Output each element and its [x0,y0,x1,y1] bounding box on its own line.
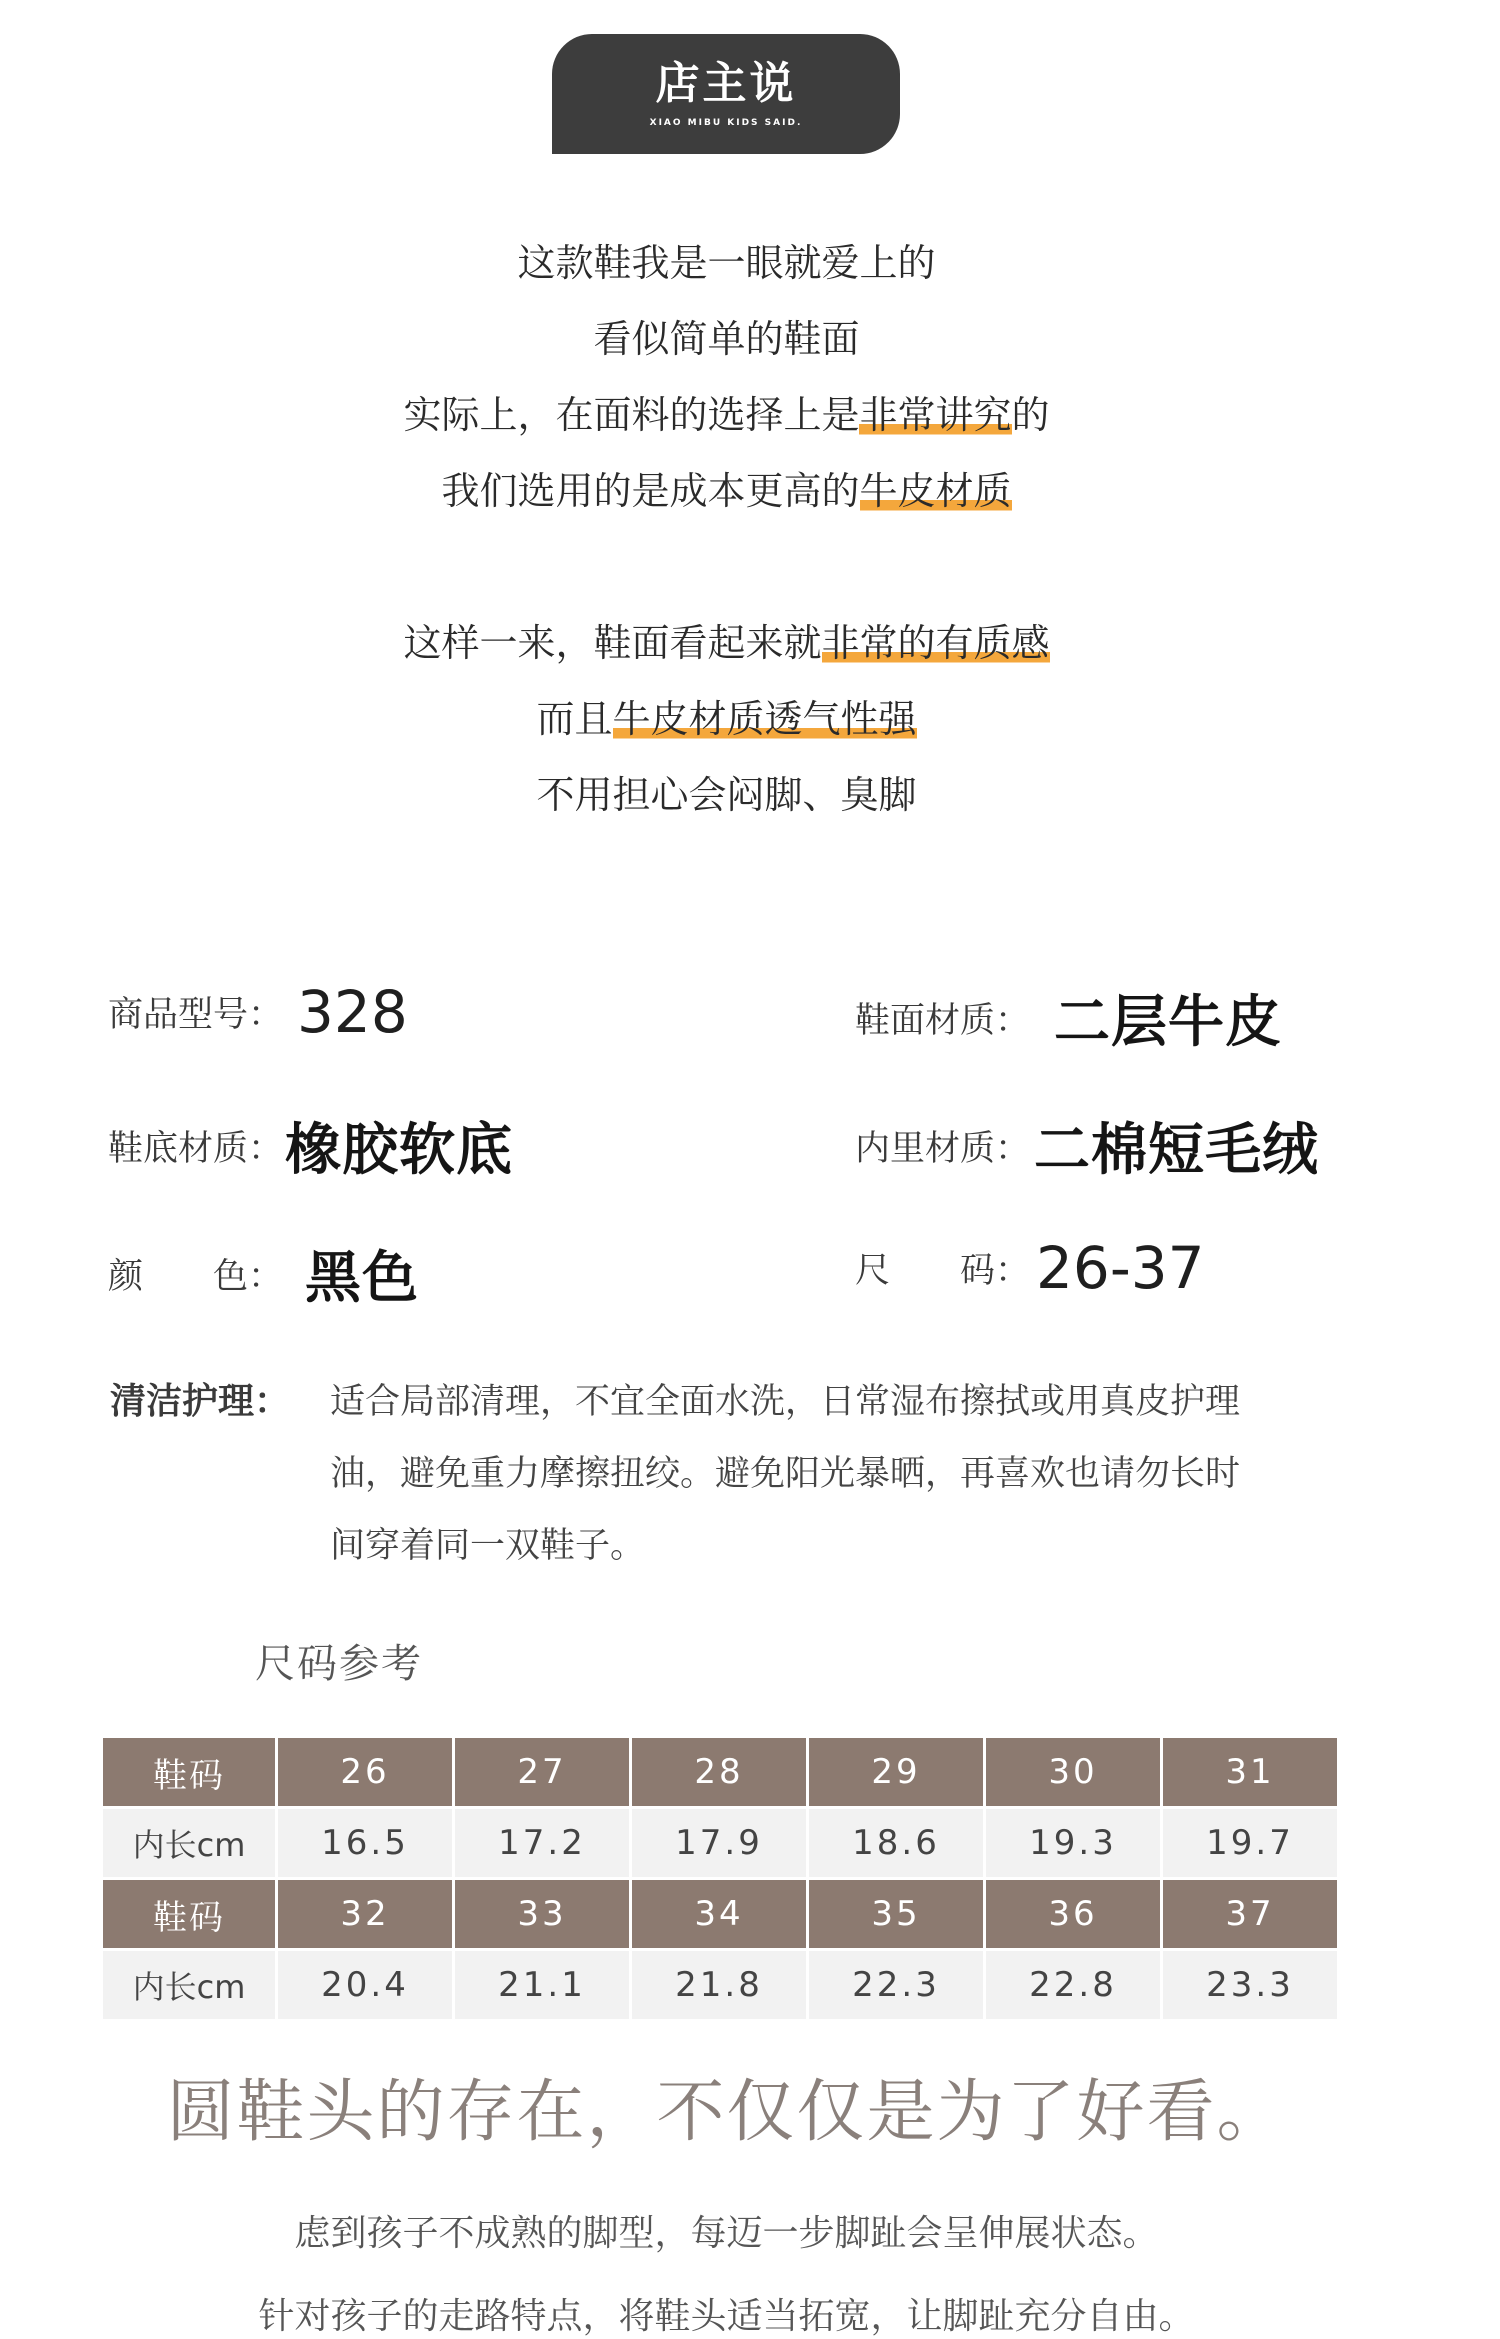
care-instructions [330,1380,1350,1596]
spec-value: 26-37 [1036,1234,1205,1302]
shop-owner-says-banner [552,34,900,154]
intro-line: 实际上，在面料的选择上是非常讲究的 [403,393,1050,437]
row-label: 鞋码 [103,1738,275,1806]
table-cell: 32 [278,1880,452,1948]
table-cell: 26 [278,1738,452,1806]
table-cell: 21.8 [632,1951,806,2019]
round-toe-text-line: 虑到孩子不成熟的脚型，每迈一步脚趾会呈伸展状态。 [294,2213,1159,2254]
table-cell: 17.2 [455,1809,629,1877]
care-line: 适合局部清理，不宜全面水洗，日常湿布擦拭或用真皮护理 [330,1382,1241,1422]
table-cell: 27 [455,1738,629,1806]
banner-title: 店主说 [655,58,797,109]
intro-line: 不用担心会闷脚、臭脚 [536,773,917,817]
table-cell: 17.9 [632,1809,806,1877]
table-cell: 20.4 [278,1951,452,2019]
spec-upper-material [855,978,1282,1058]
table-row [103,1880,1337,1948]
table-cell: 19.3 [986,1809,1160,1877]
table-cell: 19.7 [1163,1809,1337,1877]
spec-value: 二棉短毛绒 [1034,1118,1320,1183]
highlighted-text: 非常讲究 [859,393,1012,437]
care-line: 间穿着同一双鞋子。 [330,1526,646,1566]
intro-line: 看似简单的鞋面 [593,317,860,361]
table-cell: 36 [986,1880,1160,1948]
spec-size-range [855,1234,1205,1302]
spec-label: 鞋面材质： [855,1001,1031,1041]
row-label: 内长cm [103,1951,275,2019]
spec-value: 328 [297,978,408,1046]
spec-label: 商品型号： [108,995,284,1035]
spec-label: 尺 码： [855,1251,1031,1291]
table-cell: 33 [455,1880,629,1948]
spec-label: 颜 色： [108,1257,284,1297]
round-toe-heading: 圆鞋头的存在，不仅仅是为了好看。 [166,2073,1287,2152]
intro-line: 而且牛皮材质透气性强 [536,697,917,741]
size-reference-title: 尺码参考 [255,1641,423,1687]
spec-label: 鞋底材质： [108,1129,284,1169]
table-cell: 16.5 [278,1809,452,1877]
spec-color [108,1234,419,1314]
table-cell: 22.8 [986,1951,1160,2019]
highlighted-text: 牛皮材质 [859,469,1012,513]
spec-sole-material [108,1106,513,1186]
spec-label: 内里材质： [855,1129,1031,1169]
intro-line: 这款鞋我是一眼就爱上的 [517,241,936,285]
spec-value: 橡胶软底 [285,1118,514,1183]
table-cell: 29 [809,1738,983,1806]
care-label: 清洁护理： [110,1381,291,1422]
care-line: 油，避免重力摩擦扭绞。避免阳光暴晒，再喜欢也请勿长时 [330,1454,1241,1494]
table-cell: 30 [986,1738,1160,1806]
table-cell: 18.6 [809,1809,983,1877]
table-cell: 34 [632,1880,806,1948]
highlighted-text: 非常的有质感 [821,621,1050,665]
paragraph-gap [0,529,1453,605]
highlighted-text: 牛皮材质透气性强 [612,697,917,741]
table-row [103,1951,1337,2019]
banner-subtitle: XIAO MIBU KIDS SAID. [649,118,803,128]
spec-lining-material [855,1106,1319,1186]
intro-line: 我们选用的是成本更高的牛皮材质 [441,469,1012,513]
size-table [100,1735,1340,2022]
row-label: 鞋码 [103,1880,275,1948]
table-cell: 35 [809,1880,983,1948]
intro-paragraph [0,225,1453,833]
table-cell: 23.3 [1163,1951,1337,2019]
table-cell: 28 [632,1738,806,1806]
spec-value: 黑色 [305,1246,420,1311]
table-cell: 21.1 [455,1951,629,2019]
intro-line: 这样一来，鞋面看起来就非常的有质感 [403,621,1050,665]
table-cell: 22.3 [809,1951,983,2019]
spec-model [108,978,408,1046]
round-toe-text-line: 针对孩子的走路特点，将鞋头适当拓宽，让脚趾充分自由。 [258,2296,1195,2337]
spec-value: 二层牛皮 [1054,990,1283,1055]
row-label: 内长cm [103,1809,275,1877]
table-row [103,1738,1337,1806]
table-cell: 37 [1163,1880,1337,1948]
table-cell: 31 [1163,1738,1337,1806]
table-row [103,1809,1337,1877]
